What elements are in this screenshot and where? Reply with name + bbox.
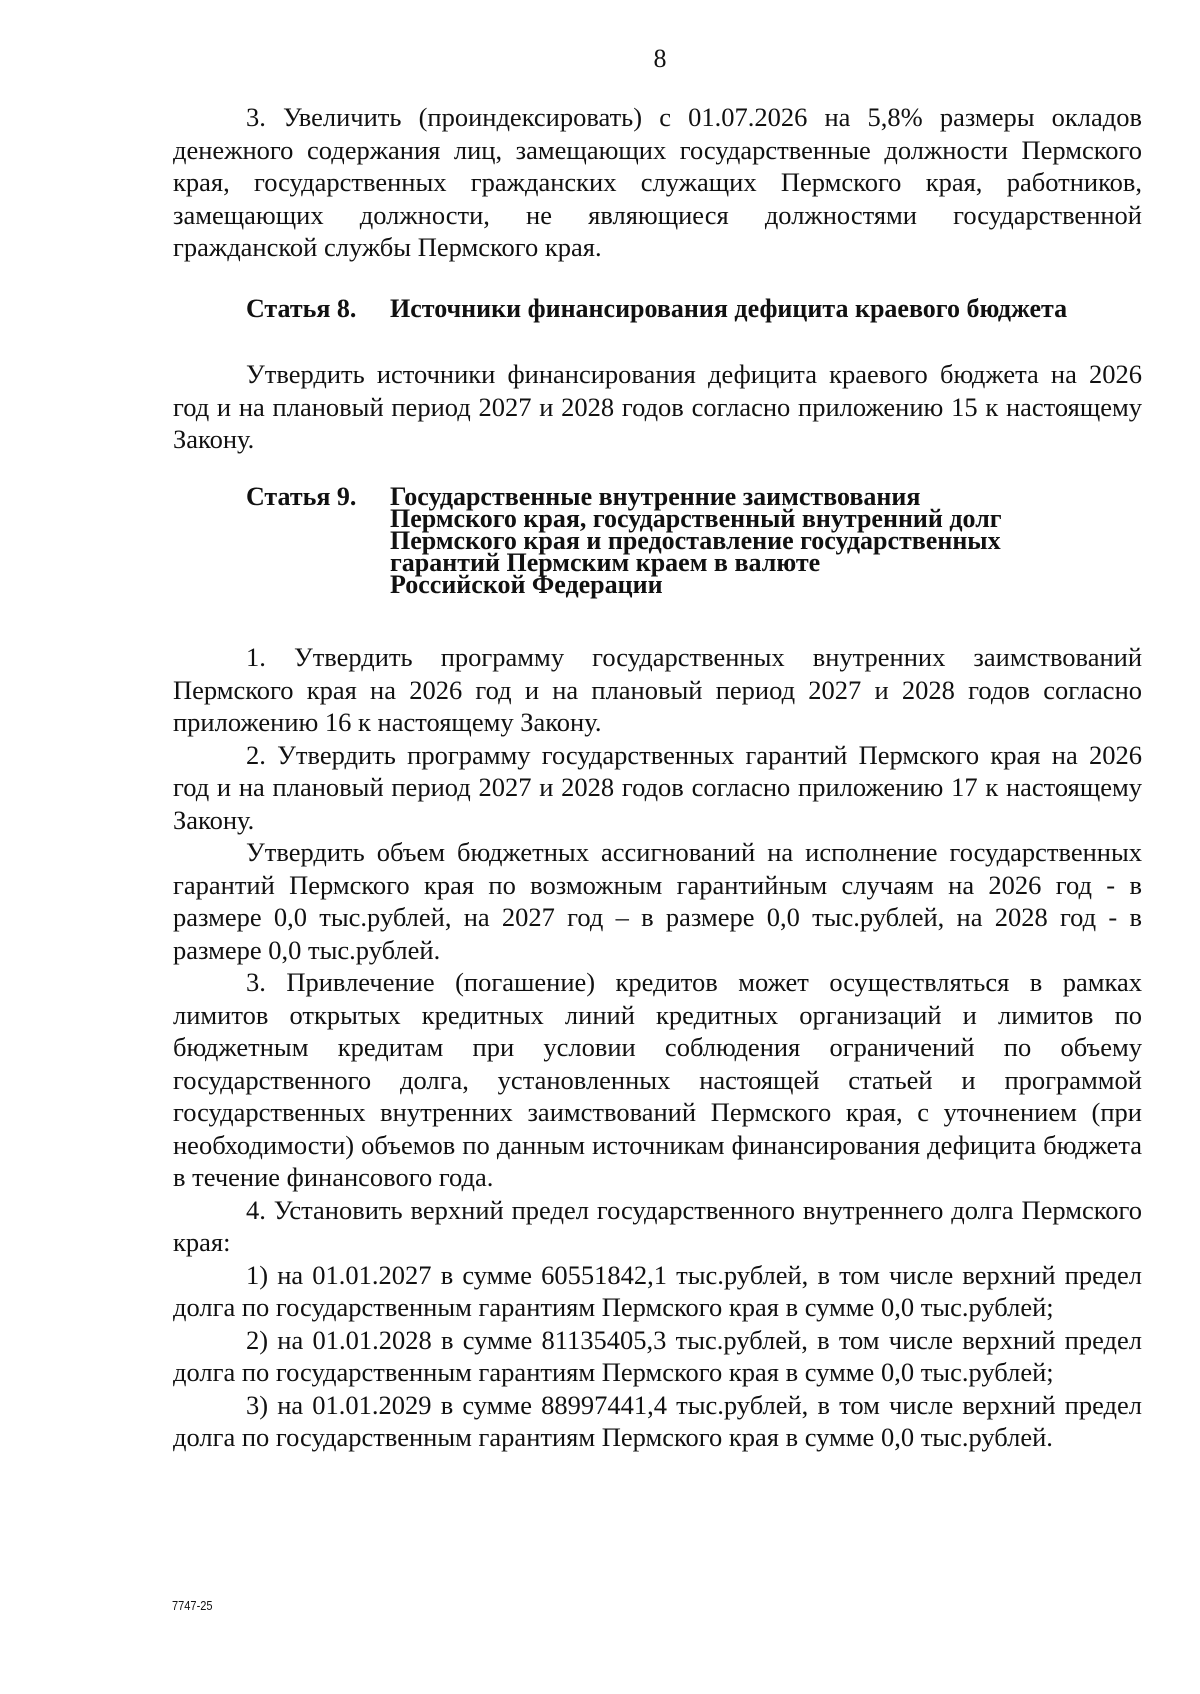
article-9-heading bbox=[246, 482, 1146, 599]
document-code: 7747-25 bbox=[172, 1598, 213, 1613]
page-number: 8 bbox=[653, 44, 667, 73]
article-label: Статья 8. bbox=[246, 294, 357, 323]
article-9-body bbox=[173, 641, 1142, 1454]
paragraph: 3. Привлечение (погашение) кредитов может осуществляться в рамках лимитов открытых кредитных линий кредитных организаций и лимитов по бюджетным кредитам при условии соблюдения ограничений по объему государственного долга, установленных настоящей статьей и программой государственных внутренних заимствований Пермского края, с уточнением (при необходимости) объемов по данным источникам финансирования дефицита бюджета в течение финансового года. bbox=[173, 967, 1142, 1192]
article-title: Источники финансирования дефицита краевого бюджета bbox=[390, 294, 1068, 323]
paragraph: 4. Установить верхний предел государственного внутреннего долга Пермского края: bbox=[173, 1194, 1142, 1257]
article-8-heading bbox=[246, 294, 1146, 323]
paragraph: 1. Утвердить программу государственных внутренних заимствований Пермского края на 2026 год и на плановый период 2027 и 2028 годов согласно приложению 16 к настоящему Закону. bbox=[173, 642, 1142, 737]
list-item: 2) на 01.01.2028 в сумме 81135405,3 тыс.рублей, в том числе верхний предел долга по государственным гарантиям Пермского края в сумме 0,0 тыс.рублей; bbox=[173, 1324, 1142, 1387]
article-8-body bbox=[173, 358, 1142, 456]
article-label: Статья 9. bbox=[246, 482, 357, 511]
paragraph: 2. Утвердить программу государственных гарантий Пермского края на 2026 год и на плановый период 2027 и 2028 годов согласно приложению 17 к настоящему Закону. bbox=[173, 739, 1142, 835]
article-7-item-3 bbox=[173, 101, 1142, 264]
paragraph: Утвердить объем бюджетных ассигнований на исполнение государственных гарантий Пермского края по возможным гарантийным случаям на 2026 год - в размере 0,0 тыс.рублей, на 2027 год – в размере 0,0 тыс.рублей, на 2028 год - в размере 0,0 тыс.рублей. bbox=[173, 837, 1142, 965]
article-title-line: Пермского края, государственный внутренний долг bbox=[390, 504, 1002, 533]
list-item: 1) на 01.01.2027 в сумме 60551842,1 тыс.рублей, в том числе верхний предел долга по государственным гарантиям Пермского края в сумме 0,0 тыс.рублей; bbox=[173, 1259, 1142, 1322]
paragraph: 3. Увеличить (проиндексировать) с 01.07.2026 на 5,8% размеры окладов денежного содержания лиц, замещающих государственные должности Пермского края, государственных гражданских служащих Пермского края, работников, замещающих должности, не являющиеся должностями государственной гражданской службы Пермского края. bbox=[173, 102, 1142, 262]
article-title-line: гарантий Пермским краем в валюте bbox=[390, 548, 821, 577]
list-item: 3) на 01.01.2029 в сумме 88997441,4 тыс.рублей, в том числе верхний предел долга по государственным гарантиям Пермского края в сумме 0,0 тыс.рублей. bbox=[173, 1389, 1142, 1452]
article-title-line: Пермского края и предоставление государственных bbox=[390, 526, 1001, 555]
article-title-line: Государственные внутренние заимствования bbox=[390, 482, 921, 511]
article-title bbox=[390, 482, 1146, 599]
article-title-line: Российской Федерации bbox=[390, 570, 663, 599]
paragraph: Утвердить источники финансирования дефицита краевого бюджета на 2026 год и на плановый период 2027 и 2028 годов согласно приложению 15 к настоящему Закону. bbox=[173, 359, 1142, 454]
